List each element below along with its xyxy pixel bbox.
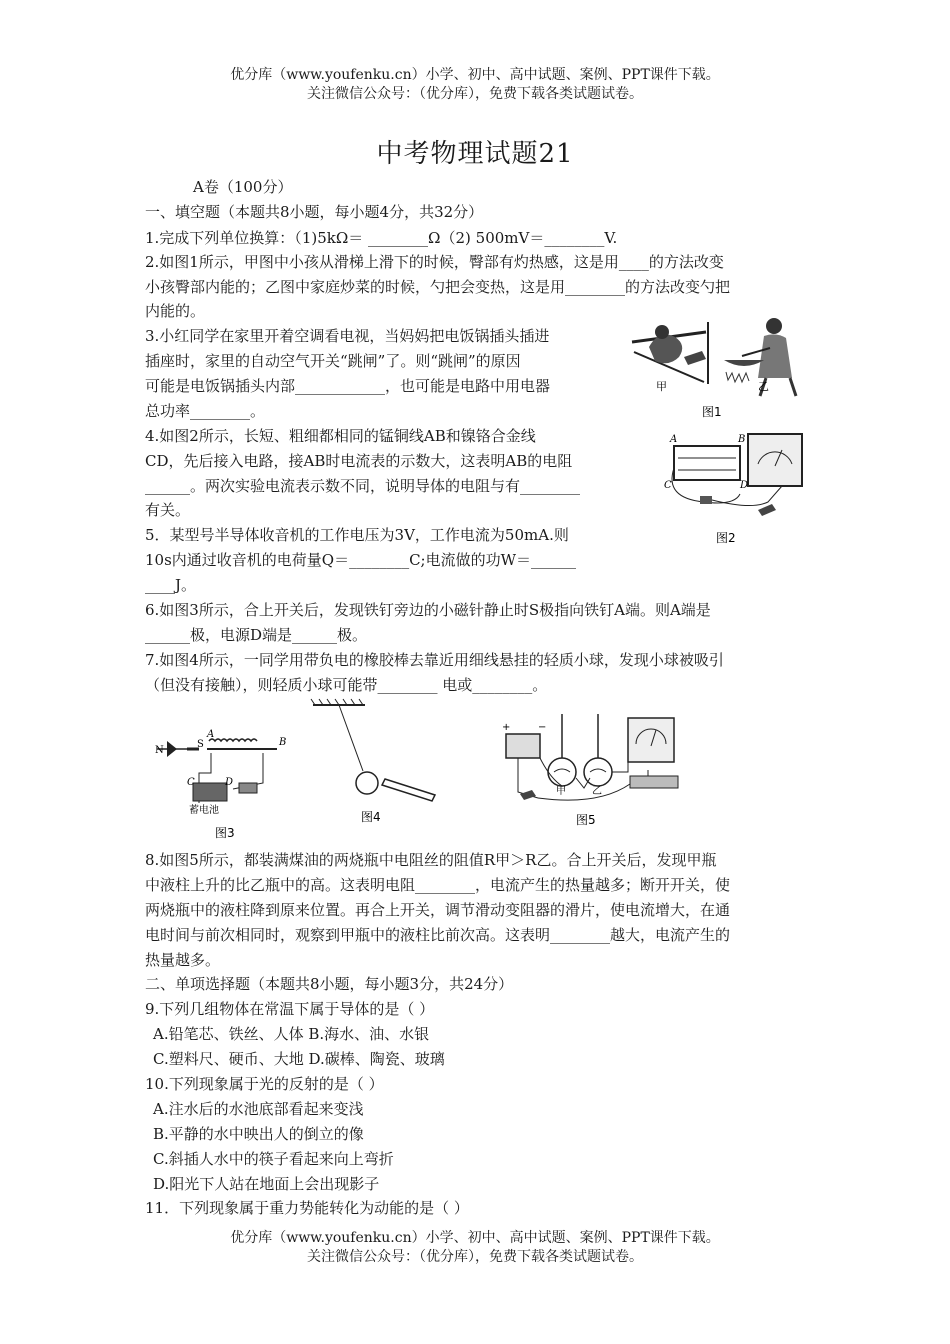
question-10-option: D.阳光下人站在地面上会出现影子 (153, 1175, 380, 1193)
question-2-line: 内能的。 (145, 302, 206, 320)
figure-3-label: C (187, 777, 195, 788)
question-9-option: C.塑料尺、硬币、大地 D.碳棒、陶瓷、玻璃 (153, 1050, 445, 1068)
question-11-stem: 11．下列现象属于重力势能转化为动能的是（ ） (145, 1199, 469, 1217)
question-2-line: 2.如图1所示，甲图中小孩从滑梯上滑下的时候，臀部有灼热感，这是用____的方法改变 (145, 253, 724, 271)
footer-line-1: 优分库（www.youfenku.cn）小学、初中、高中试题、案例、PPT课件下载。 (230, 1230, 720, 1246)
figure-5 (498, 712, 686, 832)
figure-2-label: D (740, 480, 749, 491)
question-4-line: 4.如图2所示，长短、粗细都相同的锰铜线AB和镍铬合金线 (145, 427, 536, 445)
svg-text:−: − (538, 722, 547, 733)
section-2-heading: 二、单项选择题（本题共8小题，每小题3分，共24分） (145, 975, 514, 993)
figure-1-left-label: 甲 (656, 380, 667, 393)
question-5-line: ____J。 (145, 576, 197, 594)
figure-3-label: D (225, 777, 234, 788)
figure-3-caption: 图3 (215, 826, 235, 840)
question-5-line: 10s内通过收音机的电荷量Q＝________C;电流做的功W＝______ (145, 551, 577, 569)
question-8-line: 两烧瓶中的液柱降到原来位置。再合上开关，调节滑动变阻器的滑片，使电流增大，在通 (145, 901, 731, 919)
question-3-line: 3.小红同学在家里开着空调看电视，当妈妈把电饭锅插头插进 (145, 327, 550, 345)
question-3-line: 可能是电饭锅插头内部____________，也可能是电路中用电器 (145, 377, 551, 395)
question-3-line: 总功率________。 (145, 402, 266, 420)
figure-3-label: S (197, 739, 204, 750)
figure-3-battery-label: 蓄电池 (189, 805, 219, 816)
question-8-line: 电时间与前次相同时，观察到甲瓶中的液柱比前次高。这表明________越大，电流产生的 (145, 926, 731, 944)
figure-3-label: B (279, 737, 287, 748)
question-8-line: 热量越多。 (145, 951, 221, 969)
figure-1-caption: 图1 (702, 405, 722, 419)
svg-text:+: + (502, 722, 511, 733)
question-10-stem: 10.下列现象属于光的反射的是（ ） (145, 1075, 384, 1093)
figure-5-label: 甲 (556, 786, 566, 797)
question-8-line: 8.如图5所示，都装满煤油的两烧瓶中电阻丝的阻值R甲＞R乙。合上开关后，发现甲瓶 (145, 851, 717, 869)
figure-2-label: B (738, 434, 746, 445)
footer-line-2: 关注微信公众号：（优分库），免费下载各类试题试卷。 (307, 1249, 643, 1265)
question-1: 1.完成下列单位换算：（1)5kΩ＝ ________Ω（2) 500mV＝________V. (145, 229, 618, 247)
figure-5-label: 乙 (592, 786, 602, 797)
question-5-line: 5．某型号半导体收音机的工作电压为3V，工作电流为50mA.则 (145, 526, 569, 544)
figure-4-caption: 图4 (361, 810, 381, 824)
page-title: 中考物理试题21 (376, 139, 574, 169)
question-7-line: 7.如图4所示，一同学用带负电的橡胶棒去靠近用细线悬挂的轻质小球，发现小球被吸引 (145, 651, 724, 669)
question-8-line: 中液柱上升的比乙瓶中的高。这表明电阻________，电流产生的热量越多；断开开关，使 (145, 876, 731, 894)
header-line-2: 关注微信公众号：（优分库），免费下载各类试题试卷。 (307, 86, 643, 102)
figure-2-label: C (664, 480, 672, 491)
page-header (0, 66, 950, 104)
page-footer (0, 1229, 950, 1267)
header-line-1: 优分库（www.youfenku.cn）小学、初中、高中试题、案例、PPT课件下载。 (230, 67, 720, 83)
question-10-option: C.斜插人水中的筷子看起来向上弯折 (153, 1150, 394, 1168)
figure-5-caption: 图5 (576, 813, 596, 827)
figure-3-label: A (207, 729, 215, 740)
figure-4 (305, 697, 445, 829)
figure-2-caption: 图2 (716, 531, 736, 545)
figure-1 (624, 312, 810, 424)
section-1-heading: 一、填空题（本题共8小题，每小题4分，共32分） (145, 203, 484, 221)
paper-label: A卷（100分） (193, 178, 293, 196)
question-4-line: CD，先后接入电路，接AB时电流表的示数大，这表明AB的电阻 (145, 452, 573, 470)
question-10-option: B.平静的水中映出人的倒立的像 (153, 1125, 364, 1143)
figure-3-label: N (155, 745, 164, 756)
figure-1-right-label: 乙 (758, 380, 769, 393)
question-2-line: 小孩臀部内能的；乙图中家庭炒菜的时候，勺把会变热，这是用________的方法改变勺把 (145, 278, 731, 296)
question-6-line: ______极，电源D端是______极。 (145, 626, 368, 644)
question-4-line: 有关。 (145, 501, 191, 519)
question-6-line: 6.如图3所示，合上开关后，发现铁钉旁边的小磁针静止时S极指向铁钉A端。则A端是 (145, 601, 711, 619)
question-10-option: A.注水后的水池底部看起来变浅 (153, 1100, 364, 1118)
figure-2-label: A (670, 434, 678, 445)
figure-3 (153, 725, 293, 843)
figure-2 (662, 428, 808, 550)
question-9-option: A.铅笔芯、铁丝、人体 B.海水、油、水银 (153, 1025, 430, 1043)
question-7-line: （但没有接触），则轻质小球可能带________ 电或________。 (145, 676, 548, 694)
question-9-stem: 9.下列几组物体在常温下属于导体的是（ ） (145, 1000, 435, 1018)
question-4-line: ______。两次实验电流表示数不同，说明导体的电阻与有________ (145, 477, 581, 495)
question-3-line: 插座时，家里的自动空气开关“跳闸”了。则“跳闸”的原因 (145, 352, 521, 370)
